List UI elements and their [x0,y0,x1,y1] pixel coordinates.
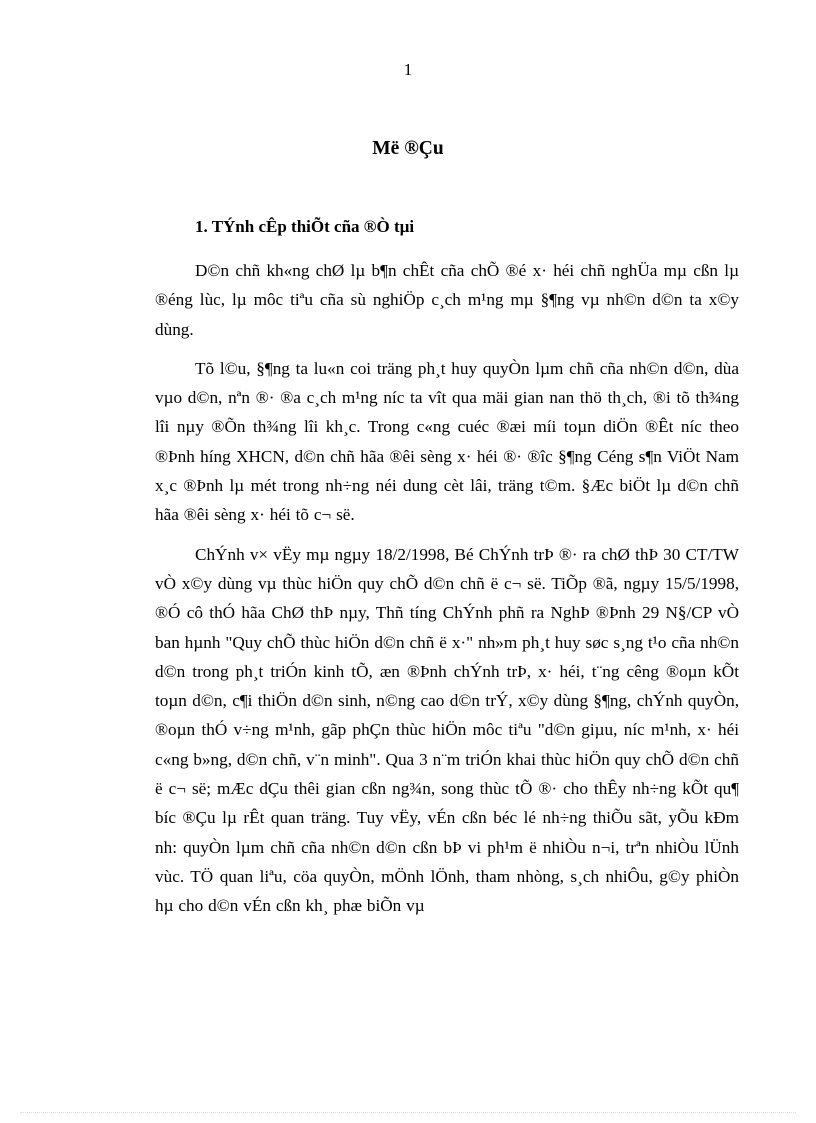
section-heading: 1. TÝnh cÊp thiÕt cña ®Ò tµi [195,217,415,236]
body-paragraph: Tõ l©u, §¶ng ta lu«n coi träng ph¸t huy quyÒn lµm chñ cña nh©n d©n, dùa vµo d©n, nªn ®· ®a c¸ch m¹ng níc ta vît qua mäi gian nan thö th¸ch, ®i tõ th¾ng lîi nµy ®Õn th¾ng lîi kh¸c. Trong c«ng cuéc ®æi míi toµn diÖn ®Êt níc theo ®Þnh híng XHCN, d©n chñ hãa ®êi sèng x· héi ®· ®îc §¶ng Céng s¶n ViÖt Nam x¸c ®Þnh lµ mét trong nh÷ng néi dung cèt lâi, träng t©m. §Æc biÖt lµ d©n chñ hãa ®êi sèng x· héi tõ c¬ së. [155,358,739,525]
document-body [155,216,739,920]
page-number: 1 [403,60,413,79]
body-paragraph: D©n chñ kh«ng chØ lµ b¶n chÊt cña chÕ ®é x· héi chñ nghÜa mµ cßn lµ ®éng lùc, lµ môc tiªu cña sù nghiÖp c¸ch m¹ng mµ §¶ng vµ nh©n d©n ta x©y dùng. [155,260,739,339]
footer-divider [20,1112,796,1114]
document-title: Më ®Çu [372,138,444,159]
body-paragraph: ChÝnh v× vËy mµ ngµy 18/2/1998, Bé ChÝnh trÞ ®· ra chØ thÞ 30 CT/TW vÒ x©y dùng vµ thùc hiÖn quy chÕ d©n chñ ë c¬ së. TiÕp ®ã, ngµy 15/5/1998, ®Ó cô thÓ hãa ChØ thÞ nµy, Thñ tíng ChÝnh phñ ra NghÞ ®Þnh 29 N§/CP vÒ ban hµnh "Quy chÕ thùc hiÖn d©n chñ ë x·" nh»m ph¸t huy søc s¸ng t¹o cña nh©n d©n trong ph¸t triÓn kinh tÕ, æn ®Þnh chÝnh trÞ, x· héi, t¨ng cêng ®oµn kÕt toµn d©n, c¶i thiÖn d©n sinh, n©ng cao d©n trÝ, x©y dùng §¶ng, chÝnh quyÒn, ®oµn thÓ v÷ng m¹nh, gãp phÇn thùc hiÖn môc tiªu "d©n giµu, níc m¹nh, x· héi c«ng b»ng, d©n chñ, v¨n minh". Qua 3 n¨m triÓn khai thùc hiÖn quy chÕ d©n chñ ë c¬ së; mÆc dÇu thêi gian cßn ng¾n, song thùc tÕ ®· cho thÊy nh÷ng kÕt qu¶ bíc ®Çu lµ rÊt quan träng. Tuy vËy, vÉn cßn béc lé nh÷ng thiÕu sãt, yÕu kÐm nh: quyÒn lµm chñ cña nh©n d©n cßn bÞ vi ph¹m ë nhiÒu n¬i, trªn nhiÒu lÜnh vùc. TÖ quan liªu, cöa quyÒn, mÖnh lÖnh, tham nhòng, s¸ch nhiÔu, g©y phiÒn hµ cho d©n vÉn cßn kh¸ phæ biÕn vµ [155,544,739,916]
